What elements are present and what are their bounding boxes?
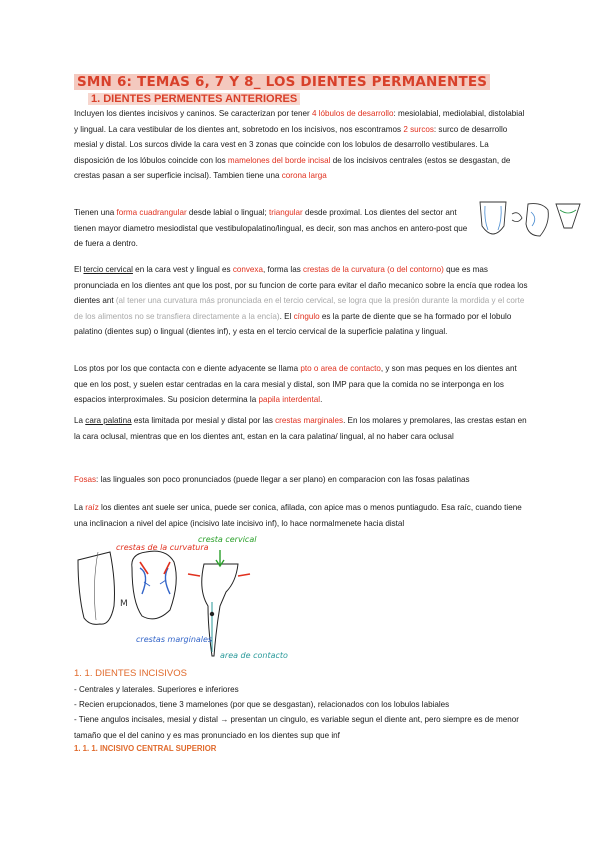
paragraph-lobulos: Incluyen los dientes incisivos y caninos. Se caracterizan por tener 4 lóbulos de desarrollo: mesiolabial, mediolabial, distolabial y lingual. La cara vestibular de los dientes ant, sobretodo en los incisivos, nos escontramos 2 surcos: surco de desarrollo mesial y distal. Los surcos divide la cara vest en 3 zonas que coincide con los lobulos de desarrollo vestibulares. La disposición de los lóbulos coincide con los mamelones del borde incisal de los incisivos centrales (estos se desgastan, de crestas pasan a ser superficie incisal). Tambien tiene una corona larga xyxy=(74,109,525,180)
paragraph-contacto: Los ptos por los que contacta con e diente adyacente se llama pto o area de contacto, y son mas peques en los dientes ant que en los post, y suelen estar centradas en la cara mesial y distal, son IMP para que la comida no se interponga en los espacios interproximales. Su posicion determina la papila interdental. xyxy=(74,364,517,404)
label-m: M xyxy=(120,599,128,609)
list-item: - Tiene angulos incisales, mesial y distal → presentan un cingulo, es variable segun el diente ant, pero siempre es de menor tamaño que el del canino y es mas pronunciado en los dientes sup que inf xyxy=(74,715,519,740)
section-heading-anteriores: 1. DIENTES PERMENTES ANTERIORES xyxy=(88,93,300,105)
paragraph-forma: Tienen una forma cuadrangular desde labial o lingual; triangular desde proximal. Los dientes del sector ant tienen mayor diametro mesiodistal que vestibulopalatino/lingual, es decir, son mas anchos en antero-post que de fuera a dentro. xyxy=(74,208,468,248)
section-heading-incisivo-central: 1. 1. 1. INCISIVO CENTRAL SUPERIOR xyxy=(74,744,217,753)
list-item: - Centrales y laterales. Superiores e inferiores xyxy=(74,685,239,694)
label-area-contacto: area de contacto xyxy=(220,651,288,660)
paragraph-cara-palatina: La cara palatina esta limitada por mesial y distal por las crestas marginales. En los molares y premolares, las crestas estan en la cara oclusal, mientras que en los dientes ant, estan en la cara palatina/ lingual, al no haber cara oclusal xyxy=(74,416,527,441)
paragraph-tercio-cervical: El tercio cervical en la cara vest y lingual es convexa, forma las crestas de la curvatura (o del contorno) que es mas pronunciada en los dientes ant que los post, por su funcion de corte para evitar el daño mecanico sobre la encía que rodea los dientes ant (al tener una curvatura más pronunciada en el tercio cervical, se logra que la presión durante la mordida y el corte de los alimentos no se transfiera directamente a la encía). El cíngulo es la parte de diente que se ha formado por el lobulo palatino (dientes sup) o lingual (dientes inf), y esta en el tercio cervical de la superficie palatina y lingual. xyxy=(74,265,528,336)
tooth-sketch-small xyxy=(476,196,584,246)
section-heading-incisivos: 1. 1. DIENTES INCISIVOS xyxy=(74,668,187,679)
paragraph-fosas: Fosas: las linguales son poco pronunciados (puede llegar a ser plano) en comparacion con las fosas palatinas xyxy=(74,475,470,484)
list-item: - Recien erupcionados, tiene 3 mamelones (por que se desgastan), relacionados con los lobulos labiales xyxy=(74,700,450,709)
label-cresta-cervical: cresta cervical xyxy=(198,535,257,544)
label-crestas-curvatura: crestas de la curvatura xyxy=(116,543,209,552)
paragraph-raiz: La raíz los dientes ant suele ser unica, puede ser conica, afilada, con apice mas o menos puntiagudo. Esa raíc, cuando tiene una inclinacion a nivel del apice (incisivo late incisivo inf), lo hace normalmenete hacia distal xyxy=(74,503,522,528)
label-crestas-marginales: crestas marginales xyxy=(136,635,213,644)
document-title: SMN 6: TEMAS 6, 7 Y 8_ LOS DIENTES PERMANENTES xyxy=(74,74,490,90)
tooth-diagram xyxy=(70,534,288,664)
